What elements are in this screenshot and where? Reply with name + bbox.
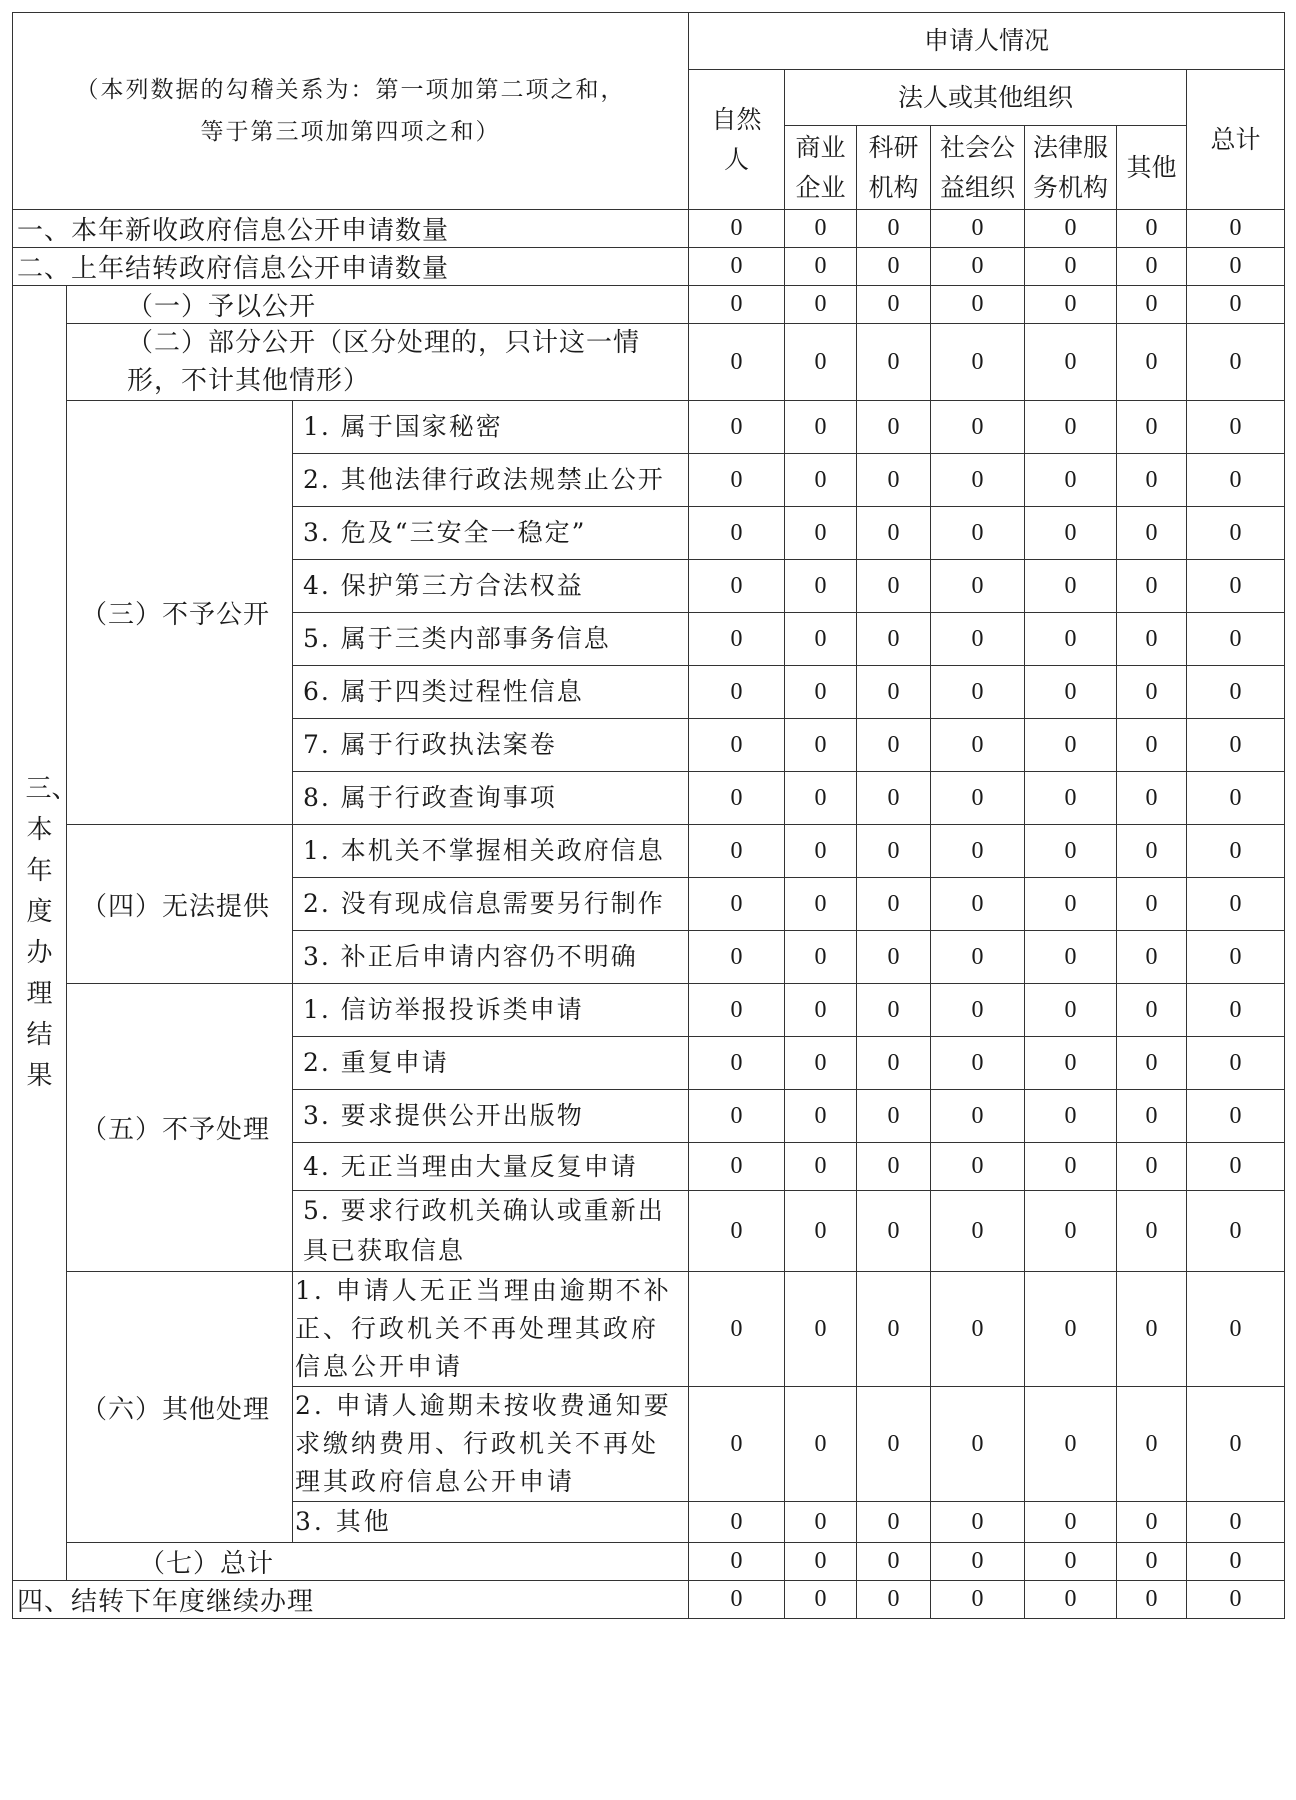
group-total-natural-person-value: 0 (689, 1543, 785, 1581)
group-not-disclosed-item-4-research-value: 0 (857, 560, 931, 613)
group-other-processing-item-3-total-value: 0 (1187, 1502, 1285, 1543)
group-not-disclosed-item-5-research-value: 0 (857, 613, 931, 666)
group-not-disclosed-item-7-social-public-value: 0 (931, 719, 1025, 772)
group-other-processing-item-3-research-value: 0 (857, 1502, 931, 1543)
group-not-disclosed-item-7: 7. 属于行政执法案卷 (293, 719, 689, 772)
group-not-processed-item-3-other-value: 0 (1117, 1090, 1187, 1143)
group-not-processed-item-4-legal-service-value: 0 (1025, 1143, 1117, 1191)
group-not-processed-item-1-total-value: 0 (1187, 984, 1285, 1037)
group-not-processed-item-5-natural-person-value: 0 (689, 1191, 785, 1272)
group-not-disclosed-item-1-social-public-value: 0 (931, 401, 1025, 454)
group-not-processed-item-1-other-value: 0 (1117, 984, 1187, 1037)
group-total-research-value: 0 (857, 1543, 931, 1581)
group-not-processed-item-1-natural-person-value: 0 (689, 984, 785, 1037)
section-carry-forward-commercial-value: 0 (785, 1581, 857, 1619)
group-unable-to-provide-item-2: 2. 没有现成信息需要另行制作 (293, 878, 689, 931)
group-not-disclosed-item-1: 1. 属于国家秘密 (293, 401, 689, 454)
group-not-processed-item-1-legal-service-value: 0 (1025, 984, 1117, 1037)
group-not-disclosed-item-4-social-public-value: 0 (931, 560, 1025, 613)
group-unable-to-provide-item-2-commercial-value: 0 (785, 878, 857, 931)
group-total-other-value: 0 (1117, 1543, 1187, 1581)
group-other-processing-item-1-natural-person-value: 0 (689, 1272, 785, 1387)
section-carried-over-other-value: 0 (1117, 248, 1187, 286)
group-not-disclosed-item-4-other-value: 0 (1117, 560, 1187, 613)
group-not-processed-item-3: 3. 要求提供公开出版物 (293, 1090, 689, 1143)
legal-or-other-header: 法人或其他组织 (785, 70, 1187, 126)
group-unable-to-provide-item-2-natural-person-value: 0 (689, 878, 785, 931)
group-disclosed-natural-person-value: 0 (689, 286, 785, 324)
research-institution-header: 科研机构 (857, 126, 931, 210)
group-not-disclosed-item-1-natural-person-value: 0 (689, 401, 785, 454)
group-not-disclosed-item-3-total-value: 0 (1187, 507, 1285, 560)
group-not-disclosed-item-8-total-value: 0 (1187, 772, 1285, 825)
section-processing-results (13, 286, 78, 1581)
group-not-processed-item-2-social-public-value: 0 (931, 1037, 1025, 1090)
group-unable-to-provide-item-2-social-public-value: 0 (931, 878, 1025, 931)
group-not-processed-item-4-total-value: 0 (1187, 1143, 1285, 1191)
group-not-processed-item-4: 4. 无正当理由大量反复申请 (293, 1143, 689, 1191)
group-not-disclosed-item-2: 2. 其他法律行政法规禁止公开 (293, 454, 689, 507)
group-not-disclosed-item-4-natural-person-value: 0 (689, 560, 785, 613)
group-unable-to-provide-item-2-research-value: 0 (857, 878, 931, 931)
group-not-disclosed-item-8-natural-person-value: 0 (689, 772, 785, 825)
group-not-disclosed-item-8-research-value: 0 (857, 772, 931, 825)
group-other-processing-item-1-total-value: 0 (1187, 1272, 1285, 1387)
group-not-disclosed-item-3-legal-service-value: 0 (1025, 507, 1117, 560)
group-not-disclosed-item-6: 6. 属于四类过程性信息 (293, 666, 689, 719)
group-other-processing-item-2-other-value: 0 (1117, 1387, 1187, 1502)
group-not-processed-item-4-research-value: 0 (857, 1143, 931, 1191)
group-disclosed-total-value: 0 (1187, 286, 1285, 324)
group-other-processing-item-1-legal-service-value: 0 (1025, 1272, 1117, 1387)
group-not-processed-item-3-research-value: 0 (857, 1090, 931, 1143)
group-not-processed-item-3-commercial-value: 0 (785, 1090, 857, 1143)
group-not-processed-item-4-commercial-value: 0 (785, 1143, 857, 1191)
section-new-applications-other-value: 0 (1117, 210, 1187, 248)
group-unable-to-provide-item-3-research-value: 0 (857, 931, 931, 984)
group-not-disclosed-item-8-other-value: 0 (1117, 772, 1187, 825)
group-not-processed-item-2-other-value: 0 (1117, 1037, 1187, 1090)
table-row (13, 984, 1285, 1037)
group-unable-to-provide-item-1-natural-person-value: 0 (689, 825, 785, 878)
group-not-disclosed-item-7-natural-person-value: 0 (689, 719, 785, 772)
group-not-disclosed-item-7-research-value: 0 (857, 719, 931, 772)
group-not-disclosed-item-2-other-value: 0 (1117, 454, 1187, 507)
group-not-disclosed-item-3-commercial-value: 0 (785, 507, 857, 560)
group-not-disclosed-item-7-commercial-value: 0 (785, 719, 857, 772)
group-not-disclosed-item-2-natural-person-value: 0 (689, 454, 785, 507)
group-not-processed-item-2-research-value: 0 (857, 1037, 931, 1090)
section-new-applications-commercial-value: 0 (785, 210, 857, 248)
social-welfare-org-header: 社会公益组织 (931, 126, 1025, 210)
group-not-processed-item-5-social-public-value: 0 (931, 1191, 1025, 1272)
group-not-disclosed-item-2-research-value: 0 (857, 454, 931, 507)
group-not-processed-item-3-social-public-value: 0 (931, 1090, 1025, 1143)
group-not-disclosed-item-6-legal-service-value: 0 (1025, 666, 1117, 719)
formula-note-line1: （本列数据的勾稽关系为：第一项加第二项之和， (75, 77, 626, 103)
group-other-processing-item-3-social-public-value: 0 (931, 1502, 1025, 1543)
group-unable-to-provide-item-3-social-public-value: 0 (931, 931, 1025, 984)
group-disclosed-social-public-value: 0 (931, 286, 1025, 324)
group-not-processed-item-5-legal-service-value: 0 (1025, 1191, 1117, 1272)
table-row (13, 210, 1285, 248)
table-row (13, 286, 1285, 324)
group-unable-to-provide-item-3-commercial-value: 0 (785, 931, 857, 984)
group-partially-disclosed-commercial-value: 0 (785, 324, 857, 401)
section-processing-results-label: 三、本年度办理结果 (25, 774, 78, 1091)
group-not-processed-item-4-other-value: 0 (1117, 1143, 1187, 1191)
group-partially-disclosed-natural-person-value: 0 (689, 324, 785, 401)
group-unable-to-provide-item-3-other-value: 0 (1117, 931, 1187, 984)
group-disclosed-research-value: 0 (857, 286, 931, 324)
group-not-disclosed-item-6-social-public-value: 0 (931, 666, 1025, 719)
group-not-disclosed-item-1-research-value: 0 (857, 401, 931, 454)
section-new-applications-natural-person-value: 0 (689, 210, 785, 248)
group-not-disclosed-item-5-natural-person-value: 0 (689, 613, 785, 666)
group-other-processing-item-2-natural-person-value: 0 (689, 1387, 785, 1502)
group-not-disclosed-item-8: 8. 属于行政查询事项 (293, 772, 689, 825)
group-not-disclosed-item-5-other-value: 0 (1117, 613, 1187, 666)
group-not-processed-item-2-commercial-value: 0 (785, 1037, 857, 1090)
group-partially-disclosed-legal-service-value: 0 (1025, 324, 1117, 401)
group-unable-to-provide-item-1-total-value: 0 (1187, 825, 1285, 878)
group-total-total-value: 0 (1187, 1543, 1285, 1581)
group-partially-disclosed-social-public-value: 0 (931, 324, 1025, 401)
group-unable-to-provide-item-2-legal-service-value: 0 (1025, 878, 1117, 931)
group-not-disclosed-item-4: 4. 保护第三方合法权益 (293, 560, 689, 613)
group-unable-to-provide-item-2-other-value: 0 (1117, 878, 1187, 931)
other-org-header: 其他 (1117, 126, 1187, 210)
group-not-disclosed: （三）不予公开 (67, 401, 293, 825)
group-not-disclosed-item-8-commercial-value: 0 (785, 772, 857, 825)
table-row (13, 1543, 1285, 1581)
group-other-processing-item-1-social-public-value: 0 (931, 1272, 1025, 1387)
group-not-processed-item-5: 5. 要求行政机关确认或重新出具已获取信息 (293, 1191, 689, 1272)
group-not-disclosed-item-2-social-public-value: 0 (931, 454, 1025, 507)
group-other-processing-item-1-commercial-value: 0 (785, 1272, 857, 1387)
section-carried-over: 二、上年结转政府信息公开申请数量 (13, 248, 689, 286)
table-row (13, 1581, 1285, 1619)
group-partially-disclosed-total-value: 0 (1187, 324, 1285, 401)
group-unable-to-provide-item-1-commercial-value: 0 (785, 825, 857, 878)
group-not-processed-item-3-legal-service-value: 0 (1025, 1090, 1117, 1143)
group-total-commercial-value: 0 (785, 1543, 857, 1581)
section-carried-over-commercial-value: 0 (785, 248, 857, 286)
group-not-disclosed-item-1-legal-service-value: 0 (1025, 401, 1117, 454)
group-not-processed-item-2-legal-service-value: 0 (1025, 1037, 1117, 1090)
group-not-disclosed-item-2-total-value: 0 (1187, 454, 1285, 507)
section-carried-over-social-public-value: 0 (931, 248, 1025, 286)
group-total: （七）总计 (67, 1543, 689, 1581)
group-not-disclosed-item-5-commercial-value: 0 (785, 613, 857, 666)
group-not-disclosed-item-2-legal-service-value: 0 (1025, 454, 1117, 507)
section-new-applications-research-value: 0 (857, 210, 931, 248)
group-unable-to-provide-item-1-research-value: 0 (857, 825, 931, 878)
applicant-situation-header: 申请人情况 (689, 13, 1285, 70)
group-unable-to-provide-item-1: 1. 本机关不掌握相关政府信息 (293, 825, 689, 878)
group-not-disclosed-item-4-legal-service-value: 0 (1025, 560, 1117, 613)
group-not-disclosed-item-3-research-value: 0 (857, 507, 931, 560)
group-other-processing-item-2-research-value: 0 (857, 1387, 931, 1502)
total-header: 总计 (1187, 70, 1285, 210)
group-not-disclosed-item-3-other-value: 0 (1117, 507, 1187, 560)
group-not-disclosed-item-8-social-public-value: 0 (931, 772, 1025, 825)
group-other-processing-item-1: 1. 申请人无正当理由逾期不补正、行政机关不再处理其政府信息公开申请 (293, 1272, 689, 1387)
group-other-processing-item-3-legal-service-value: 0 (1025, 1502, 1117, 1543)
group-unable-to-provide-item-3-total-value: 0 (1187, 931, 1285, 984)
group-partially-disclosed-research-value: 0 (857, 324, 931, 401)
group-unable-to-provide-item-3: 3. 补正后申请内容仍不明确 (293, 931, 689, 984)
group-other-processing-item-3: 3. 其他 (293, 1502, 689, 1543)
section-carried-over-research-value: 0 (857, 248, 931, 286)
section-new-applications-social-public-value: 0 (931, 210, 1025, 248)
group-unable-to-provide-item-1-legal-service-value: 0 (1025, 825, 1117, 878)
group-other-processing-item-1-other-value: 0 (1117, 1272, 1187, 1387)
group-not-processed-item-3-natural-person-value: 0 (689, 1090, 785, 1143)
group-total-social-public-value: 0 (931, 1543, 1025, 1581)
group-not-disclosed-item-6-commercial-value: 0 (785, 666, 857, 719)
group-other-processing-item-2: 2. 申请人逾期未按收费通知要求缴纳费用、行政机关不再处理其政府信息公开申请 (293, 1387, 689, 1502)
group-disclosed-legal-service-value: 0 (1025, 286, 1117, 324)
section-new-applications-total-value: 0 (1187, 210, 1285, 248)
group-unable-to-provide-item-2-total-value: 0 (1187, 878, 1285, 931)
group-not-processed-item-2: 2. 重复申请 (293, 1037, 689, 1090)
table-row (13, 248, 1285, 286)
group-total-legal-service-value: 0 (1025, 1543, 1117, 1581)
group-other-processing-item-2-commercial-value: 0 (785, 1387, 857, 1502)
group-unable-to-provide-item-1-other-value: 0 (1117, 825, 1187, 878)
group-not-disclosed-item-3-social-public-value: 0 (931, 507, 1025, 560)
group-not-disclosed-item-6-other-value: 0 (1117, 666, 1187, 719)
section-carried-over-legal-service-value: 0 (1025, 248, 1117, 286)
legal-service-org-header: 法律服务机构 (1025, 126, 1117, 210)
section-carry-forward: 四、结转下年度继续办理 (13, 1581, 689, 1619)
group-not-processed-item-1-research-value: 0 (857, 984, 931, 1037)
group-disclosed-other-value: 0 (1117, 286, 1187, 324)
table-row (13, 401, 1285, 454)
group-other-processing-item-3-commercial-value: 0 (785, 1502, 857, 1543)
section-carried-over-total-value: 0 (1187, 248, 1285, 286)
section-carry-forward-natural-person-value: 0 (689, 1581, 785, 1619)
group-not-processed-item-4-natural-person-value: 0 (689, 1143, 785, 1191)
group-not-disclosed-item-3-natural-person-value: 0 (689, 507, 785, 560)
group-other-processing-item-2-social-public-value: 0 (931, 1387, 1025, 1502)
group-not-disclosed-item-5-legal-service-value: 0 (1025, 613, 1117, 666)
group-not-disclosed-item-4-total-value: 0 (1187, 560, 1285, 613)
group-not-processed-item-5-total-value: 0 (1187, 1191, 1285, 1272)
section-carried-over-natural-person-value: 0 (689, 248, 785, 286)
group-other-processing-item-3-natural-person-value: 0 (689, 1502, 785, 1543)
table-row (13, 825, 1285, 878)
group-not-disclosed-item-3: 3. 危及“三安全一稳定” (293, 507, 689, 560)
group-partially-disclosed-other-value: 0 (1117, 324, 1187, 401)
group-not-disclosed-item-8-legal-service-value: 0 (1025, 772, 1117, 825)
section-carry-forward-legal-service-value: 0 (1025, 1581, 1117, 1619)
group-unable-to-provide-item-3-legal-service-value: 0 (1025, 931, 1117, 984)
group-not-disclosed-item-6-natural-person-value: 0 (689, 666, 785, 719)
group-not-processed-item-3-total-value: 0 (1187, 1090, 1285, 1143)
group-not-disclosed-item-1-commercial-value: 0 (785, 401, 857, 454)
group-not-disclosed-item-5: 5. 属于三类内部事务信息 (293, 613, 689, 666)
group-not-processed-item-5-commercial-value: 0 (785, 1191, 857, 1272)
group-other-processing: （六）其他处理 (67, 1272, 293, 1543)
group-not-disclosed-item-4-commercial-value: 0 (785, 560, 857, 613)
application-statistics-table (12, 12, 1285, 1619)
formula-note-line2: 等于第三项加第四项之和） (200, 119, 501, 145)
formula-note-cell (13, 13, 689, 210)
group-not-disclosed-item-7-total-value: 0 (1187, 719, 1285, 772)
section-carry-forward-research-value: 0 (857, 1581, 931, 1619)
group-not-processed-item-1-social-public-value: 0 (931, 984, 1025, 1037)
group-other-processing-item-3-other-value: 0 (1117, 1502, 1187, 1543)
group-not-disclosed-item-5-total-value: 0 (1187, 613, 1285, 666)
group-not-processed-item-2-total-value: 0 (1187, 1037, 1285, 1090)
group-not-disclosed-item-7-legal-service-value: 0 (1025, 719, 1117, 772)
group-not-disclosed-item-7-other-value: 0 (1117, 719, 1187, 772)
section-carry-forward-other-value: 0 (1117, 1581, 1187, 1619)
group-unable-to-provide-item-1-social-public-value: 0 (931, 825, 1025, 878)
group-not-disclosed-item-6-total-value: 0 (1187, 666, 1285, 719)
group-not-processed-item-5-research-value: 0 (857, 1191, 931, 1272)
group-other-processing-item-2-legal-service-value: 0 (1025, 1387, 1117, 1502)
table-row (13, 324, 1285, 401)
group-unable-to-provide-item-3-natural-person-value: 0 (689, 931, 785, 984)
commercial-enterprise-header: 商业企业 (785, 126, 857, 210)
group-disclosed: （一）予以公开 (67, 286, 689, 324)
group-other-processing-item-2-total-value: 0 (1187, 1387, 1285, 1502)
group-not-processed-item-4-social-public-value: 0 (931, 1143, 1025, 1191)
group-other-processing-item-1-research-value: 0 (857, 1272, 931, 1387)
group-not-disclosed-item-2-commercial-value: 0 (785, 454, 857, 507)
group-not-disclosed-item-1-other-value: 0 (1117, 401, 1187, 454)
section-carry-forward-social-public-value: 0 (931, 1581, 1025, 1619)
group-not-disclosed-item-5-social-public-value: 0 (931, 613, 1025, 666)
group-unable-to-provide: （四）无法提供 (67, 825, 293, 984)
group-not-processed-item-1: 1. 信访举报投诉类申请 (293, 984, 689, 1037)
section-carry-forward-total-value: 0 (1187, 1581, 1285, 1619)
table-row (13, 1272, 1285, 1387)
group-disclosed-commercial-value: 0 (785, 286, 857, 324)
natural-person-header: 自然人 (689, 70, 785, 210)
group-not-processed-item-1-commercial-value: 0 (785, 984, 857, 1037)
group-partially-disclosed: （二）部分公开（区分处理的，只计这一情形，不计其他情形） (67, 324, 689, 401)
section-new-applications: 一、本年新收政府信息公开申请数量 (13, 210, 689, 248)
group-not-processed: （五）不予处理 (67, 984, 293, 1272)
group-not-processed-item-2-natural-person-value: 0 (689, 1037, 785, 1090)
group-not-disclosed-item-1-total-value: 0 (1187, 401, 1285, 454)
group-not-processed-item-5-other-value: 0 (1117, 1191, 1187, 1272)
group-not-disclosed-item-6-research-value: 0 (857, 666, 931, 719)
section-new-applications-legal-service-value: 0 (1025, 210, 1117, 248)
